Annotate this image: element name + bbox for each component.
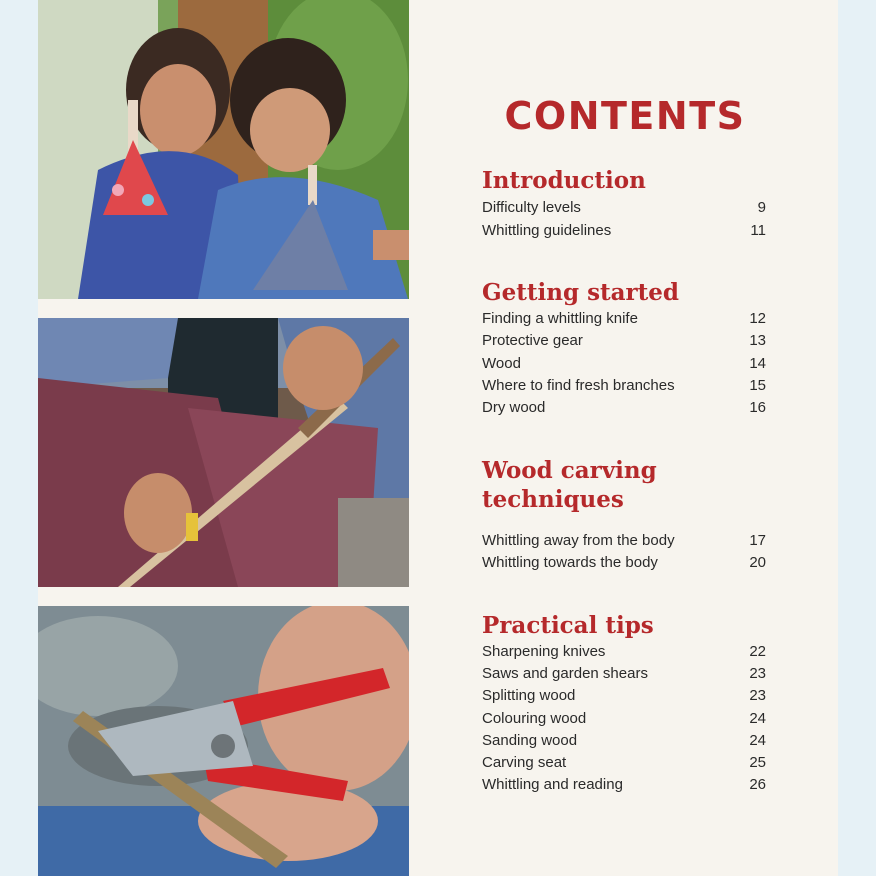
toc-entry[interactable]	[482, 773, 766, 795]
toc-entry-page: 11	[750, 221, 766, 239]
toc-entry-title: Whittling away from the body	[482, 531, 675, 549]
section-heading-line: Wood carving	[482, 457, 657, 484]
toc-entry[interactable]	[482, 662, 766, 684]
toc-entry-page: 20	[749, 553, 766, 571]
toc-entry-page: 26	[749, 775, 766, 793]
toc-entry[interactable]	[482, 352, 766, 374]
toc-entry-title: Sanding wood	[482, 731, 578, 749]
toc-entry-title: Carving seat	[482, 753, 567, 771]
toc-entry[interactable]	[482, 329, 766, 351]
toc-entry[interactable]	[482, 396, 766, 418]
photo-child-whittling-stick	[38, 318, 409, 587]
toc-entry-page: 13	[749, 331, 766, 349]
toc-entry[interactable]	[482, 751, 766, 773]
toc-entry-page: 24	[749, 731, 766, 749]
section-heading-line: techniques	[482, 486, 624, 513]
toc-entry-title: Whittling and reading	[482, 775, 623, 793]
photo-garden-shears-cutting-branch	[38, 606, 409, 876]
toc-entry[interactable]	[482, 729, 766, 751]
toc-entry[interactable]	[482, 196, 766, 218]
photo-children-with-puppets	[38, 0, 409, 299]
toc-entry[interactable]	[482, 307, 766, 329]
section-heading-wood-carving-techniques	[482, 456, 657, 514]
section-heading-getting-started: Getting started	[482, 279, 680, 306]
toc-entry-page: 12	[749, 309, 766, 327]
toc-entry-page: 14	[749, 354, 766, 372]
toc-entry-page: 17	[749, 531, 766, 549]
toc-entry-page: 15	[749, 376, 766, 394]
toc-entry-title: Sharpening knives	[482, 642, 606, 660]
toc-entry-title: Whittling guidelines	[482, 221, 612, 239]
toc-entry[interactable]	[482, 374, 766, 396]
toc-entry[interactable]	[482, 529, 766, 551]
toc-entry-title: Protective gear	[482, 331, 583, 349]
toc-entry-page: 23	[749, 664, 766, 682]
toc-entry-title: Difficulty levels	[482, 198, 581, 216]
toc-entry-title: Dry wood	[482, 398, 546, 416]
toc-entry[interactable]	[482, 640, 766, 662]
toc-entry-page: 22	[749, 642, 766, 660]
toc-entry[interactable]	[482, 219, 766, 241]
toc-entry-title: Splitting wood	[482, 686, 576, 704]
toc-entry[interactable]	[482, 684, 766, 706]
section-heading-practical-tips: Practical tips	[482, 612, 654, 639]
toc-entry-page: 9	[757, 198, 766, 216]
toc-entry-page: 16	[749, 398, 766, 416]
toc-entry[interactable]	[482, 551, 766, 573]
toc-entry-page: 24	[749, 709, 766, 727]
toc-entry-title: Whittling towards the body	[482, 553, 658, 571]
toc-entry-title: Wood	[482, 354, 521, 372]
toc-entry-title: Saws and garden shears	[482, 664, 648, 682]
section-heading-introduction: Introduction	[482, 167, 646, 194]
toc-entry-title: Colouring wood	[482, 709, 587, 727]
toc-entry-page: 25	[749, 753, 766, 771]
toc-entry-page: 23	[749, 686, 766, 704]
toc-entry-title: Where to find fresh branches	[482, 376, 675, 394]
contents-title: CONTENTS	[504, 94, 746, 138]
toc-entry[interactable]	[482, 707, 766, 729]
toc-entry-title: Finding a whittling knife	[482, 309, 638, 327]
